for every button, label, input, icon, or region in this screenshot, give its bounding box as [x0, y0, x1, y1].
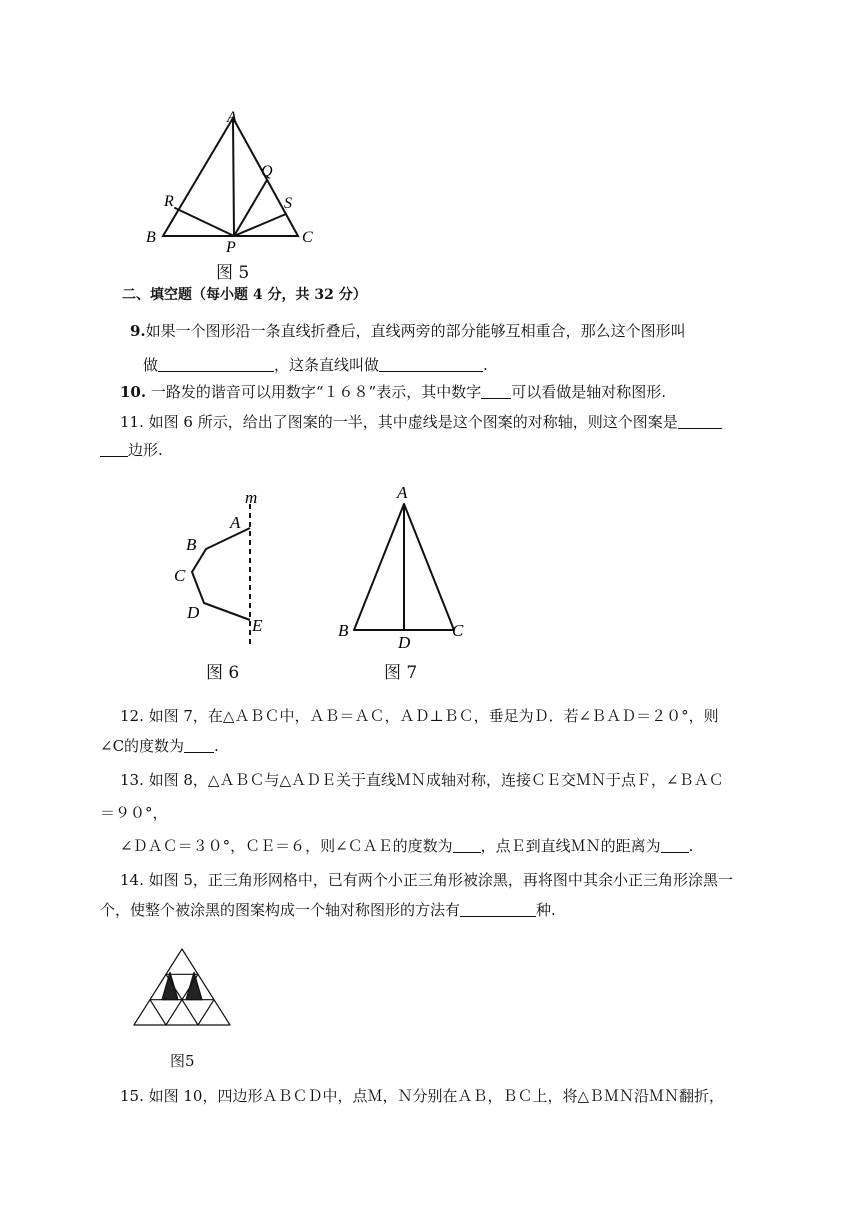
question-10-number: 10. [120, 383, 147, 401]
answer-blank[interactable] [379, 355, 483, 372]
label-C: C [452, 621, 464, 640]
question-9-text-b: ，这条直线叫做 [274, 356, 380, 374]
question-13-line1: 13. 如图 8，△ＡＢＣ与△ＡＤＥ关于直线ＭＮ成轴对称，连接ＣＥ交ＭＮ于点Ｆ，∠ＢＡＣ [120, 771, 724, 789]
question-13-line3 [120, 836, 693, 856]
label-m: m [245, 488, 258, 507]
figure-5-grid-caption: 图5 [170, 1052, 195, 1070]
question-13-line2: ＝９０°， [100, 804, 168, 822]
question-9-text-a: 做 [143, 356, 159, 374]
figure-7-isosceles-triangle [330, 478, 480, 650]
answer-blank[interactable] [453, 836, 481, 853]
question-12-text-a: ∠C的度数为 [100, 737, 185, 755]
question-11-text-2: 边形. [128, 441, 163, 459]
question-15-line1: 15. 如图 10，四边形ＡＢＣＤ中，点Ｍ，Ｎ分别在ＡＢ，ＢＣ上，将△ＢＭＮ沿ＭＮ翻折， [120, 1087, 725, 1105]
label-B: B [338, 621, 349, 640]
label-A: A [230, 513, 241, 532]
question-11-line2 [100, 440, 163, 460]
question-11-text: 11. 如图 6 所示，给出了图案的一半，其中虚线是这个图案的对称轴，则这个图案是 [120, 413, 678, 431]
answer-blank[interactable] [481, 382, 511, 399]
label-D: D [187, 603, 200, 622]
question-14-text-a: 个，使整个被涂黑的图案构成一个轴对称图形的方法有 [100, 901, 461, 919]
label-D: D [398, 633, 411, 650]
answer-blank[interactable] [158, 355, 274, 372]
label-S: S [284, 195, 292, 212]
answer-blank[interactable] [100, 440, 128, 457]
figure-7-caption: 图 7 [384, 663, 418, 683]
label-E: E [252, 616, 263, 635]
question-14-line2 [100, 900, 556, 920]
label-B: B [146, 229, 156, 246]
figure-5-triangle-grid [130, 945, 240, 1029]
question-9-text-c: . [483, 356, 488, 374]
answer-blank[interactable] [184, 736, 214, 753]
label-A: A [397, 483, 408, 502]
figure-6-caption: 图 6 [206, 663, 240, 683]
label-A: A [227, 109, 237, 126]
question-13-text-b: ，点Ｅ到直线ＭＮ的距离为 [480, 837, 661, 855]
label-R: R [164, 193, 174, 210]
figure-5-triangle [130, 100, 330, 260]
answer-blank[interactable] [678, 412, 722, 429]
question-10 [120, 382, 666, 402]
question-12-line2 [100, 736, 219, 756]
question-10-text-a: 一路发的谐音可以用数字“１６８”表示，其中数字 [146, 383, 482, 401]
question-13-text-c: . [688, 837, 694, 855]
section-heading: 二、填空题（每小题 4 分，共 32 分） [122, 287, 367, 303]
question-13-text-a: ∠ＤＡＣ＝３０°，ＣＥ＝６，则∠ＣＡＥ的度数为 [120, 837, 453, 855]
question-12-line1: 12. 如图 7，在△ＡＢＣ中，ＡＢ＝ＡＣ，ＡＤ⊥ＢＣ，垂足为Ｄ．若∠ＢＡＤ＝２０°，则 [120, 707, 719, 725]
question-9-text: 如果一个图形沿一条直线折叠后，直线两旁的部分能够互相重合，那么这个图形叫 [145, 322, 686, 340]
question-10-text-b: 可以看做是轴对称图形. [511, 383, 666, 401]
label-B: B [186, 535, 197, 554]
answer-blank[interactable] [460, 900, 536, 917]
question-12-text-b: . [214, 737, 219, 755]
answer-blank[interactable] [661, 836, 689, 853]
question-11-line1 [120, 412, 722, 432]
label-C: C [174, 566, 186, 585]
figure-6-half-polygon [168, 486, 278, 646]
question-9-line2 [143, 355, 488, 375]
figure-5-caption: 图 5 [216, 263, 250, 283]
label-C: C [302, 229, 313, 246]
question-9-number: 9. [130, 322, 146, 340]
label-P: P [226, 239, 236, 256]
label-Q: Q [261, 163, 273, 180]
question-14-text-b: 种. [536, 901, 556, 919]
question-9-line1 [130, 321, 686, 341]
question-14-line1: 14. 如图 5，正三角形网格中，已有两个小正三角形被涂黑，再将图中其余小正三角形涂黑一 [120, 871, 733, 889]
